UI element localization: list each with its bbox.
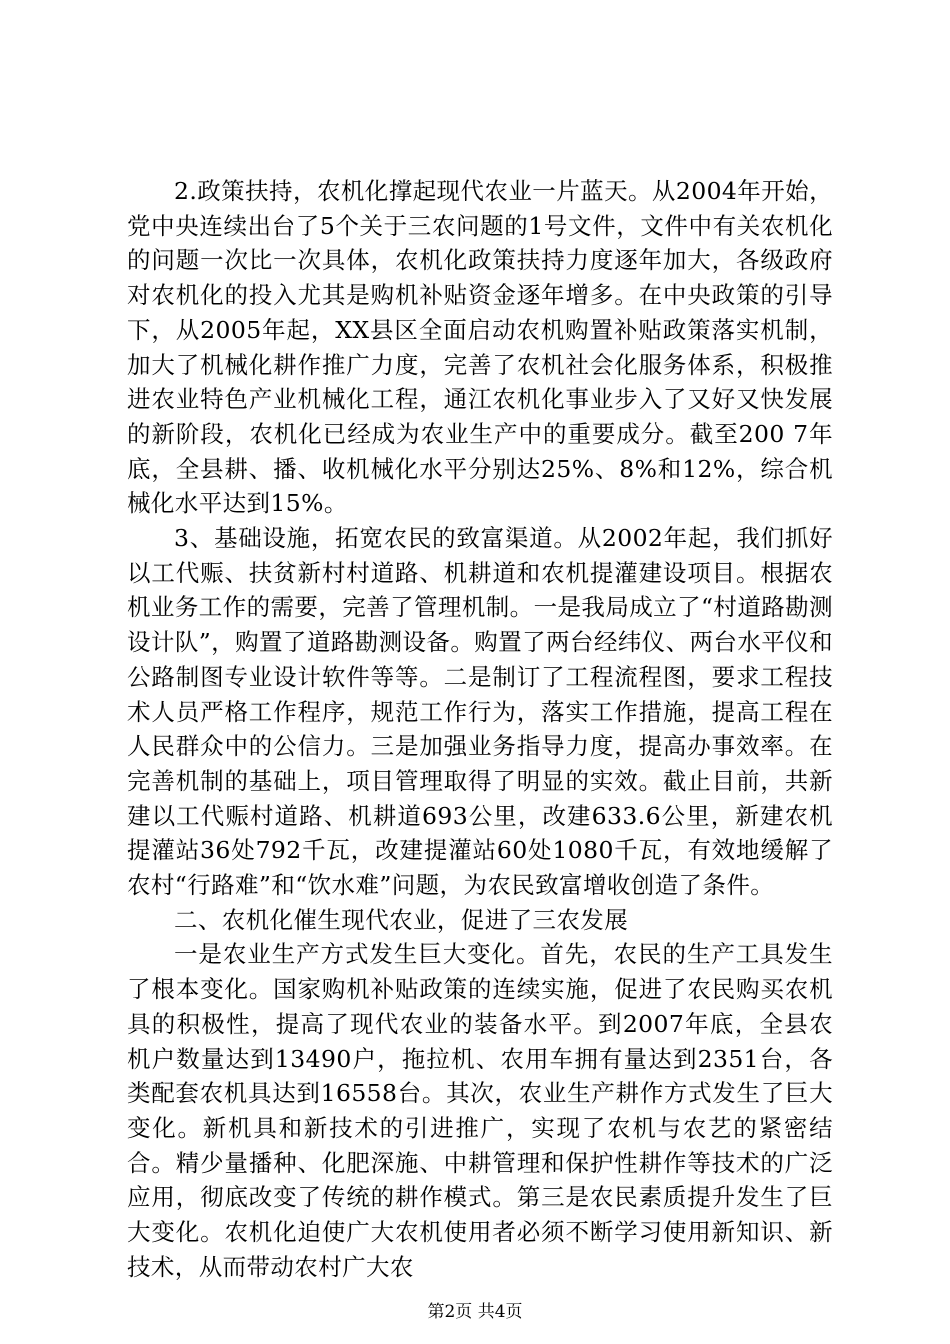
document-body — [127, 174, 833, 1285]
paragraph-policy-support: 2.政策扶持，农机化撑起现代农业一片蓝天。从2004年开始，党中央连续出台了5个关于三农问题的1号文件，文件中有关农机化的问题一次比一次具体，农机化政策扶持力度逐年加大，各级政府对农机化的投入尤其是购机补贴资金逐年增多。在中央政策的引导下，从2005年起，XX县区全面启动农机购置补贴政策落实机制，加大了机械化耕作推广力度，完善了农机社会化服务体系，积极推进农业特色产业机械化工程，通江农机化事业步入了又好又快发展的新阶段，农机化已经成为农业生产中的重要成分。截至200 7年底，全县耕、播、收机械化水平分别达25%、8%和12%，综合机械化水平达到15%。 — [127, 177, 833, 518]
paragraph-production-change: 一是农业生产方式发生巨大变化。首先，农民的生产工具发生了根本变化。国家购机补贴政策的连续实施，促进了农民购买农机具的积极性，提高了现代农业的装备水平。到2007年底，全县农机户数量达到13490户，拖拉机、农用车拥有量达到2351台，各类配套农机具达到16558台。其次，农业生产耕作方式发生了巨大变化。新机具和新技术的引进推广，实现了农机与农艺的紧密结合。精少量播种、化肥深施、中耕管理和保护性耕作等技术的广泛应用，彻底改变了传统的耕作模式。第三是农民素质提升发生了巨大变化。农机化迫使广大农机使用者必须不断学习使用新知识、新技术，从而带动农村广大农 — [127, 940, 833, 1281]
page-number-footer: 第2页 共4页 — [427, 1302, 523, 1322]
section-heading: 二、农机化催生现代农业，促进了三农发展 — [174, 905, 629, 934]
paragraph-infrastructure: 3、基础设施，拓宽农民的致富渠道。从2002年起，我们抓好以工代赈、扶贫新村村道路、机耕道和农机提灌建设项目。根据农机业务工作的需要，完善了管理机制。一是我局成立了“村道路勘测设计队”，购置了道路勘测设备。购置了两台经纬仪、两台水平仪和公路制图专业设计软件等等。二是制订了工程流程图，要求工程技术人员严格工作程序，规范工作行为，落实工作措施，提高工程在人民群众中的公信力。三是加强业务指导力度，提高办事效率。在完善机制的基础上，项目管理取得了明显的实效。截止目前，共新建以工代赈村道路、机耕道693公里，改建633.6公里，新建农机提灌站36处792千瓦，改建提灌站60处1080千瓦，有效地缓解了农村“行路难”和“饮水难”问题，为农民致富增收创造了条件。 — [127, 524, 833, 900]
